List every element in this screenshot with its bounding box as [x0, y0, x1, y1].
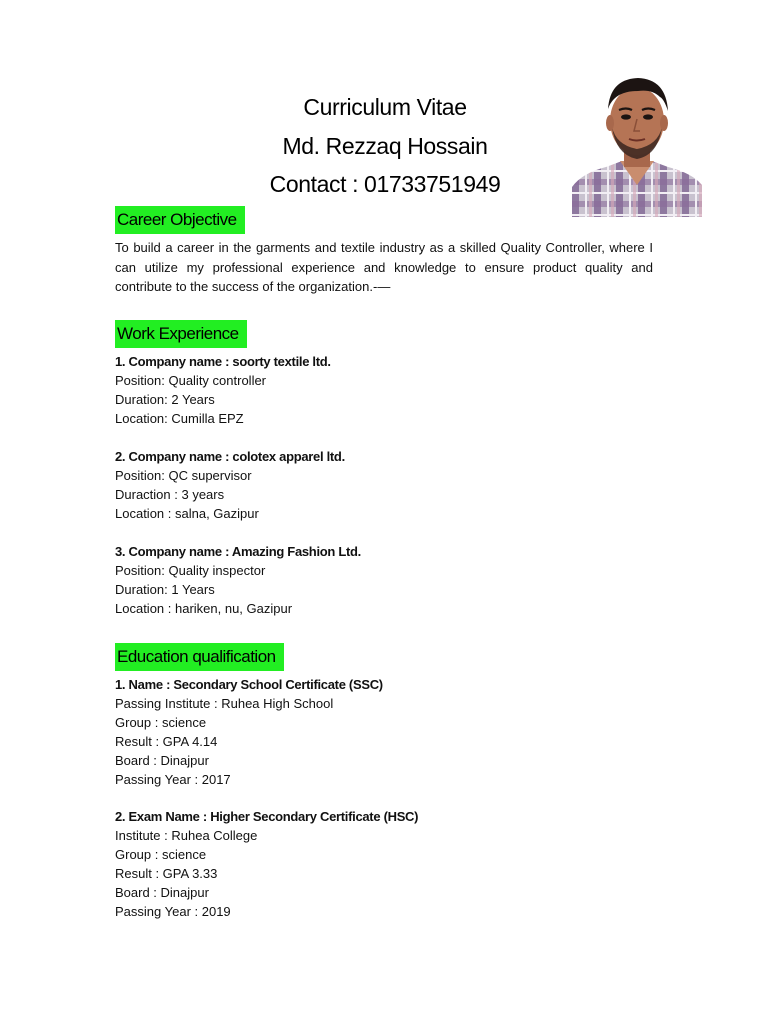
education-entry-year: Passing Year : 2017: [115, 771, 231, 787]
work-entry-2: [115, 448, 655, 524]
work-entry-3: [115, 543, 655, 619]
work-entry-title: 1. Company name : soorty textile ltd.: [115, 354, 331, 369]
work-experience-heading: Work Experience: [115, 320, 247, 348]
candidate-name: Md. Rezzaq Hossain: [282, 132, 488, 159]
education-entry-institute: Passing Institute : Ruhea High School: [115, 695, 334, 711]
work-entry-location: Location: Cumilla EPZ: [115, 410, 244, 426]
education-entry-result: Result : GPA 3.33: [115, 865, 218, 881]
education-entry-2: [115, 808, 655, 921]
education-entry-title: 1. Name : Secondary School Certificate (SSC): [115, 677, 383, 692]
work-entry-duration: Duraction : 3 years: [115, 486, 225, 502]
profile-photo: [572, 69, 702, 217]
education-entry-institute: Institute : Ruhea College: [115, 827, 258, 843]
education-heading: Education qualification: [115, 643, 284, 671]
work-entry-1: [115, 353, 655, 429]
education-entry-board: Board : Dinajpur: [115, 752, 209, 768]
contact-number: Contact : 01733751949: [269, 171, 501, 197]
work-entry-position: Position: Quality controller: [115, 372, 267, 388]
education-entry-year: Passing Year : 2019: [115, 903, 231, 919]
work-entry-duration: Duration: 1 Years: [115, 581, 215, 597]
work-entry-title: 3. Company name : Amazing Fashion Ltd.: [115, 544, 361, 559]
education-entry-1: [115, 676, 655, 789]
career-objective-heading: Career Objective: [115, 206, 245, 234]
document-title: Curriculum Vitae: [303, 94, 467, 120]
education-entry-result: Result : GPA 4.14: [115, 733, 218, 749]
cv-header: [200, 88, 570, 204]
education-entry-board: Board : Dinajpur: [115, 884, 209, 900]
work-entry-location: Location : hariken, nu, Gazipur: [115, 600, 293, 616]
work-entry-position: Position: Quality inspector: [115, 562, 266, 578]
education-entry-title: 2. Exam Name : Higher Secondary Certificate (HSC): [115, 809, 419, 824]
career-objective-text: To build a career in the garments and textile industry as a skilled Quality Controller, where I can utilize my professional experience and knowledge to ensure product quality and contribute to the success of the organization.-—: [115, 240, 653, 295]
work-entry-position: Position: QC supervisor: [115, 467, 252, 483]
education-entry-group: Group : science: [115, 714, 207, 730]
work-entry-title: 2. Company name : colotex apparel ltd.: [115, 449, 345, 464]
education-entry-group: Group : science: [115, 846, 207, 862]
portrait-illustration: [572, 69, 702, 217]
work-entry-duration: Duration: 2 Years: [115, 391, 215, 407]
work-entry-location: Location : salna, Gazipur: [115, 505, 259, 521]
